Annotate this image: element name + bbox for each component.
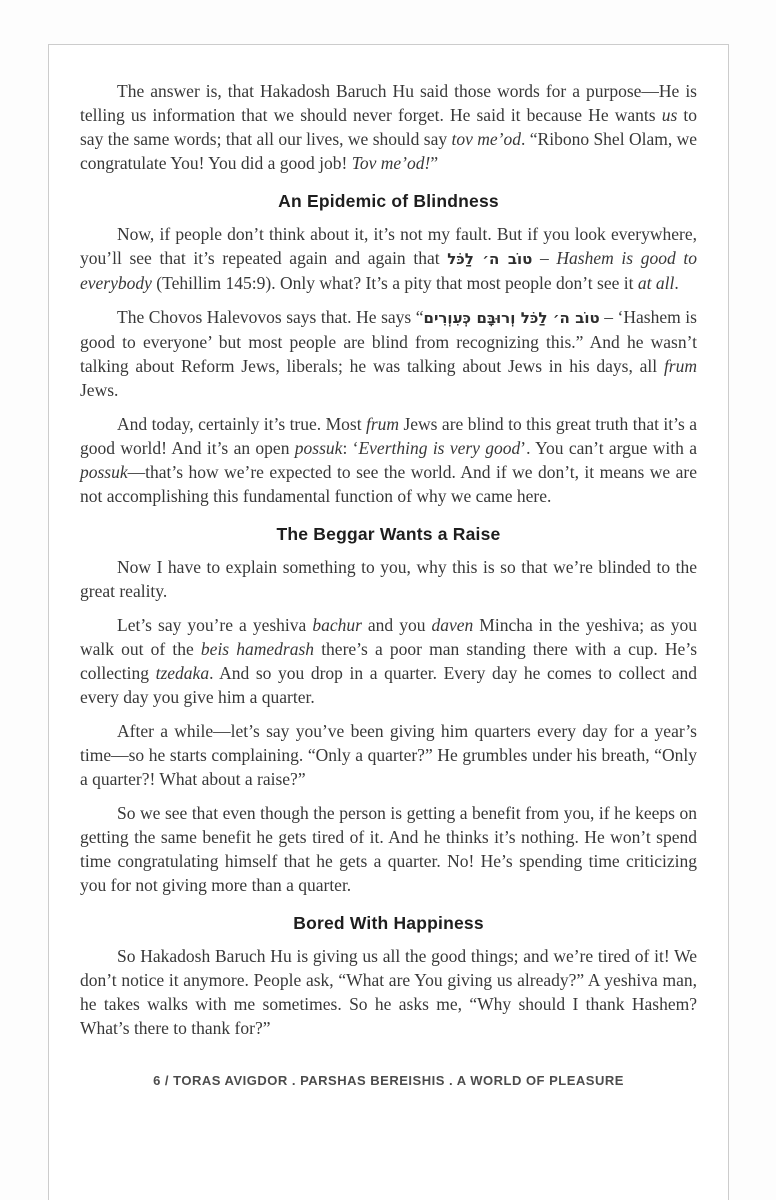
text-run: (Tehillim 145:9). Only what? It’s a pity that most people don’t see it bbox=[151, 273, 638, 293]
text-run: —that’s how we’re expected to see the world. And if we don’t, it means we are not accomplishing this fundamental function of why we came here. bbox=[80, 462, 697, 506]
text-run: So we see that even though the person is getting a benefit from you, if he keeps on getting the same benefit he gets tired of it. And he thinks it’s nothing. He won’t spend time congratulating himself that he gets a quarter. No! He’s spending time criticizing you for not giving more than a quarter. bbox=[80, 803, 697, 895]
italic-text: tzedaka bbox=[155, 663, 210, 683]
body-paragraph bbox=[80, 222, 697, 295]
hebrew-phrase: טוֹב ה׳ לַכֹּל וְרוּבָּם כְּעִוְרִים bbox=[423, 309, 600, 327]
text-run: Jews are blind to this great truth that it’s a good world! And it’s an open bbox=[80, 414, 697, 458]
body-paragraph bbox=[80, 412, 697, 508]
text-run: Let’s say you’re a yeshiva bbox=[117, 615, 313, 635]
italic-text: possuk bbox=[80, 462, 128, 482]
article-content bbox=[80, 79, 697, 1040]
text-run: . And so you drop in a quarter. Every day he comes to collect and every day you give him a quarter. bbox=[80, 663, 697, 707]
italic-text: at all bbox=[637, 273, 675, 293]
body-paragraph bbox=[80, 305, 697, 402]
italic-text: Everthing is very good bbox=[358, 438, 521, 458]
text-run: to say the same words; that all our lives, we should say bbox=[80, 105, 697, 149]
italic-text: bachur bbox=[312, 615, 362, 635]
hebrew-phrase: טוֹב ה׳ לַכֹּל bbox=[447, 250, 533, 268]
text-run: So Hakadosh Baruch Hu is giving us all the good things; and we’re tired of it! We don’t notice it anymore. People ask, “What are You giving us already?” A yeshiva man, he takes walks with me sometimes. So he asks me, “Why should I thank Hashem? What’s there to thank for?” bbox=[80, 946, 697, 1038]
body-paragraph bbox=[80, 79, 697, 175]
text-run: – ‘Hashem is good to everyone’ but most people are blind from recognizing this.” And he wasn’t talking about Reform Jews, liberals; he was talking about Jews in his days, all bbox=[80, 307, 697, 376]
body-paragraph bbox=[80, 555, 697, 603]
italic-text: Hashem is good to everybody bbox=[80, 248, 698, 293]
page-footer: 6 / TORAS AVIGDOR . PARSHAS BEREISHIS . A WORLD OF PLEASURE bbox=[153, 1073, 624, 1088]
italic-text: Tov me’od! bbox=[351, 153, 431, 173]
text-run: Now I have to explain something to you, why this is so that we’re blinded to the great reality. bbox=[80, 557, 697, 601]
section-heading: Bored With Happiness bbox=[293, 913, 484, 933]
italic-text: frum bbox=[663, 356, 697, 376]
body-paragraph bbox=[80, 944, 697, 1040]
text-run: : ‘ bbox=[342, 438, 359, 458]
italic-text: tov me’od bbox=[451, 129, 521, 149]
body-paragraph bbox=[80, 613, 697, 709]
text-run: Now, if people don’t think about it, it’s not my fault. But if you look everywhere, you’ll see that it’s repeated again and again that bbox=[80, 224, 697, 268]
italic-text: beis hamedrash bbox=[200, 639, 315, 659]
italic-text: us bbox=[661, 105, 678, 125]
text-run: Mincha in the yeshiva; as you walk out of the bbox=[80, 615, 697, 659]
text-run: Jews. bbox=[80, 380, 119, 400]
italic-text: possuk bbox=[294, 438, 343, 458]
text-run: there’s a poor man standing there with a cup. He’s collecting bbox=[80, 639, 698, 683]
italic-text: daven bbox=[431, 615, 474, 635]
text-run: . “Ribono Shel Olam, we congratulate You! You did a good job! bbox=[80, 129, 698, 173]
body-paragraph bbox=[80, 719, 697, 791]
text-run: ’. You can’t argue with a bbox=[520, 438, 697, 458]
section-heading: The Beggar Wants a Raise bbox=[276, 524, 501, 544]
text-run: . bbox=[674, 273, 679, 293]
text-run: And today, certainly it’s true. Most bbox=[117, 414, 366, 434]
text-run: ” bbox=[430, 153, 439, 173]
section-heading: An Epidemic of Blindness bbox=[278, 191, 499, 211]
text-run: – bbox=[532, 248, 557, 268]
text-run: The answer is, that Hakadosh Baruch Hu said those words for a purpose—He is telling us information that we should never forget. He said it because He wants bbox=[80, 81, 697, 125]
text-run: After a while—let’s say you’ve been giving him quarters every day for a year’s time—so he starts complaining. “Only a quarter?” He grumbles under his breath, “Only a quarter?! What about a raise?” bbox=[80, 721, 697, 789]
page-sheet bbox=[48, 44, 729, 1200]
text-run: The Chovos Halevovos says that. He says “ bbox=[117, 307, 424, 327]
italic-text: frum bbox=[365, 414, 400, 434]
text-run: and you bbox=[361, 615, 432, 635]
body-paragraph bbox=[80, 801, 697, 897]
